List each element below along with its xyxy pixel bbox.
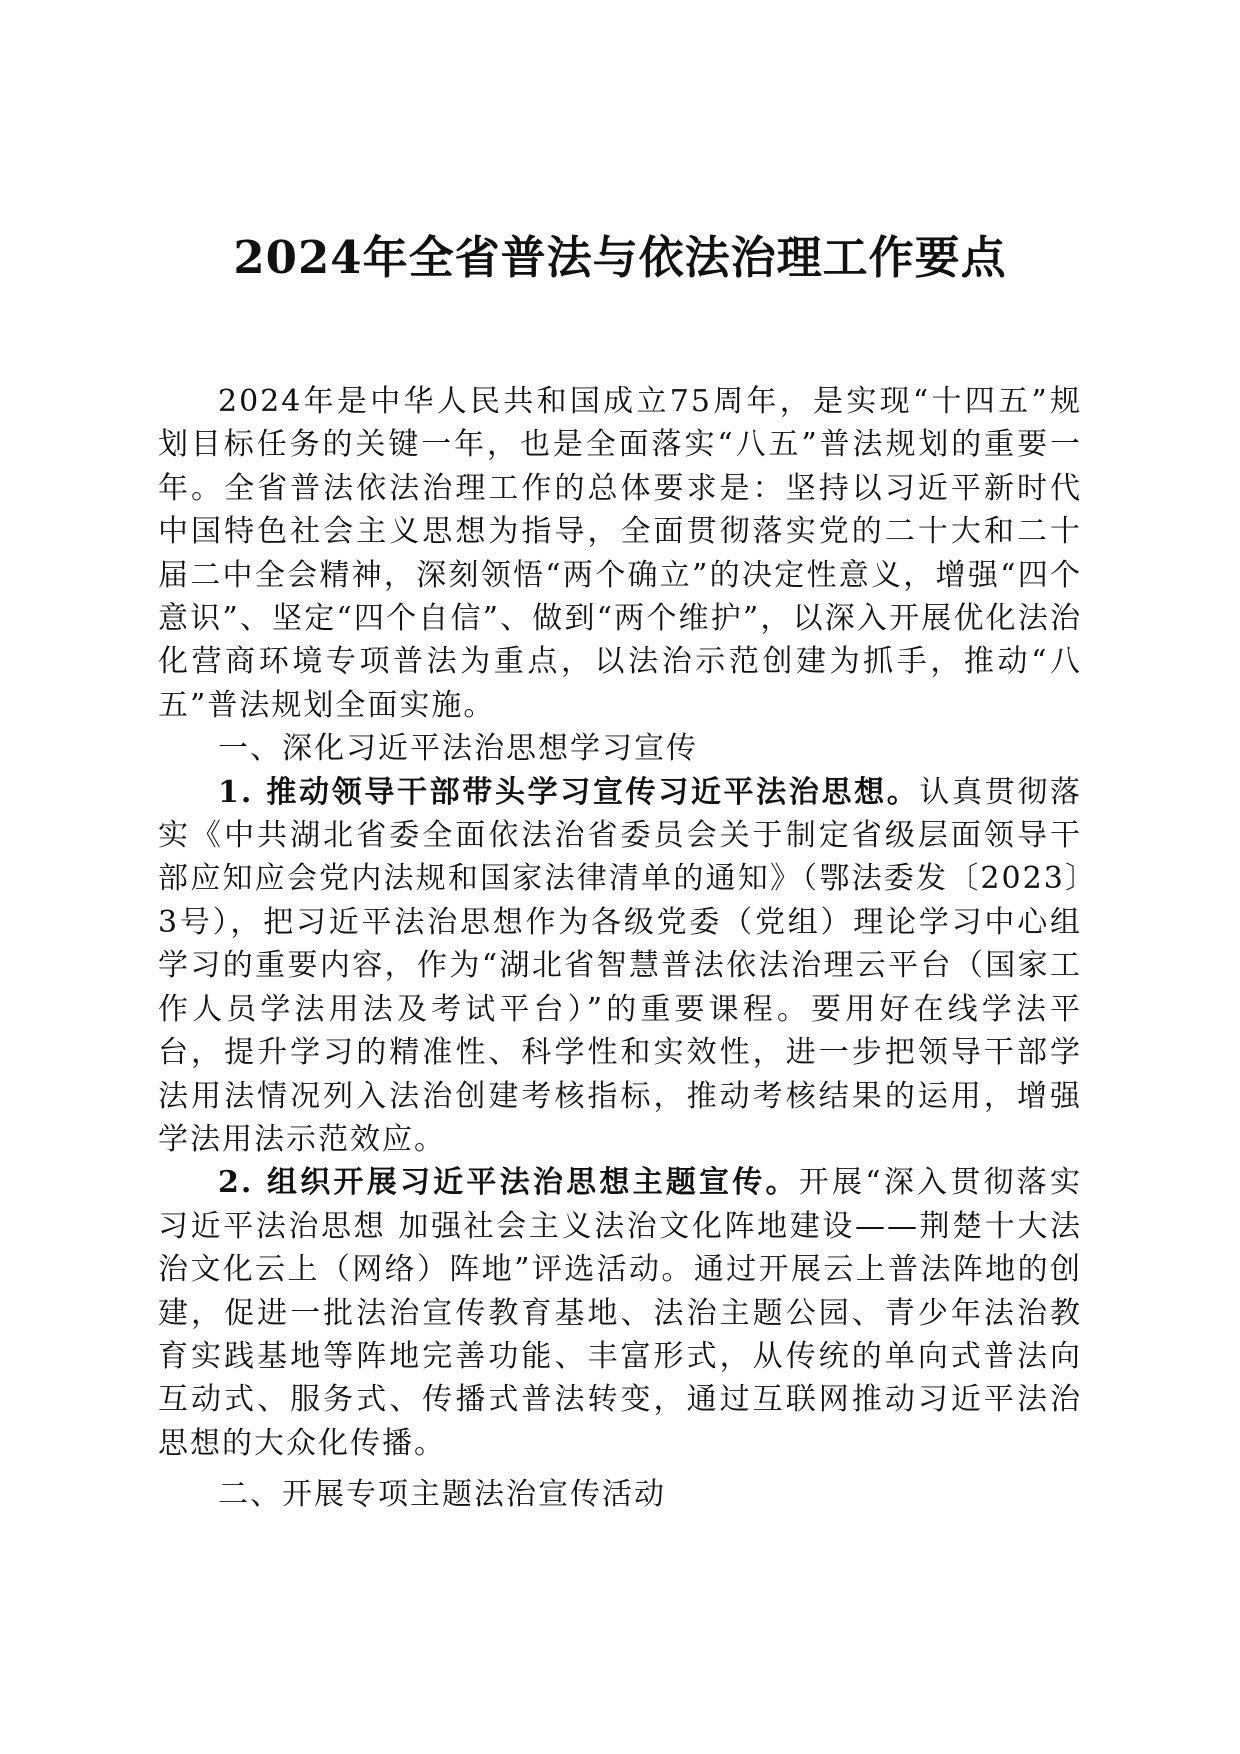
item-lead-2: 2. 组织开展习近平法治思想主题宣传。 <box>218 1165 799 1201</box>
item-paragraph-1 <box>158 771 1082 1162</box>
item-text-1: 认真贯彻落实《中共湖北省委全面依法治省委员会关于制定省级层面领导干部应知应会党内法规和国家法律清单的通知》（鄂法委发〔2023〕3号），把习近平法治思想作为各级党委（党组）理论学习中心组学习的重要内容，作为“湖北省智慧普法依法治理云平台（国家工作人员学法用法及考试平台）”的重要课程。要用好在线学法平台，提升学习的精准性、科学性和实效性，进一步把领导干部学法用法情况列入法治创建考核指标，推动考核结果的运用，增强学法用法示范效应。 <box>158 774 1083 1157</box>
intro-paragraph: 2024年是中华人民共和国成立75周年，是实现“十四五”规划目标任务的关键一年，也是全面落实“八五”普法规划的重要一年。全省普法依法治理工作的总体要求是：坚持以习近平新时代中国特色社会主义思想为指导，全面贯彻落实党的二十大和二十届二中全会精神，深刻领悟“两个确立”的决定性意义，增强“四个意识”、坚定“四个自信”、做到“两个维护”，以深入开展优化法治化营商环境专项普法为重点，以法治示范创建为抓手，推动“八五”普法规划全面实施。 <box>158 384 1082 723</box>
section-heading-2: 二、开展专项主题法治宣传活动 <box>218 1477 666 1513</box>
section-heading-1: 一、深化习近平法治思想学习宣传 <box>218 731 698 767</box>
item-lead-1: 1. 推动领导干部带头学习宣传习近平法治思想。 <box>218 774 920 810</box>
item-text-2: 开展“深入贯彻落实习近平法治思想 加强社会主义法治文化阵地建设——荆楚十大法治文化云上（网络）阵地”评选活动。通过开展云上普法阵地的创建，促进一批法治宣传教育基地、法治主题公园、青少年法治教育实践基地等阵地完善功能、丰富形式，从传统的单向式普法向互动式、服务式、传播式普法转变，通过互联网推动习近平法治思想的大众化传播。 <box>158 1165 1083 1461</box>
document-body <box>158 380 1082 1517</box>
document-title: 2024年全省普法与依法治理工作要点 <box>233 231 1007 284</box>
item-paragraph-2 <box>158 1161 1082 1465</box>
